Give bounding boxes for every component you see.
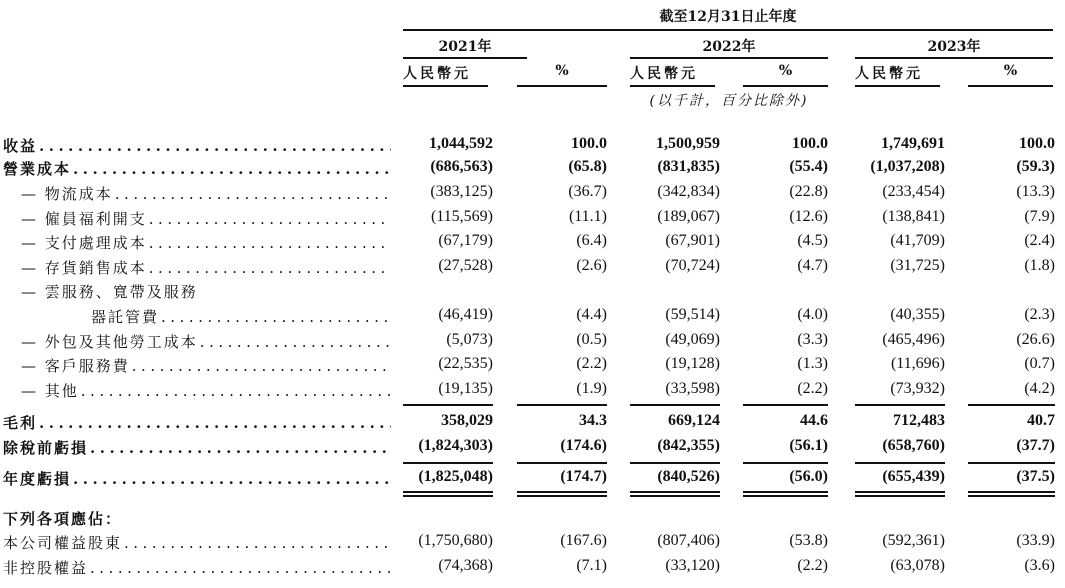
table-row [0,257,1065,279]
total-rule [855,462,945,464]
percent-cell: (36.7) [568,183,607,200]
amount-cell: (27,528) [438,257,493,274]
row-label [21,183,391,204]
percent-2023: % [1003,63,1018,79]
amount-cell: (33,598) [665,380,720,397]
row-label-text: 年度虧損 [3,470,72,488]
table-row [0,281,1065,303]
amount-cell: (658,760) [882,437,945,454]
percent-cell: 34.3 [579,412,607,429]
row-label-text: 營業成本 [3,160,72,178]
percent-cell: (174.7) [560,468,607,485]
amount-cell: 1,749,691 [881,135,945,152]
row-label [21,281,391,302]
percent-cell: (4.7) [797,257,828,274]
amount-cell: (115,569) [430,208,493,225]
table-row [0,380,1065,402]
currency-2023: 人民幣元 [855,66,923,82]
amount-cell: (11,696) [890,355,945,372]
row-label-text: 除稅前虧損 [3,439,89,457]
row-label [21,208,391,229]
total-rule [403,495,493,497]
row-label [21,355,391,376]
amount-cell: (592,361) [882,532,945,549]
period-heading: 截至12月31日止年度 [659,9,797,25]
amount-cell: (342,834) [657,183,720,200]
row-label [3,468,391,489]
table-row [0,412,1065,434]
year-2023: 2023年 [927,39,981,55]
row-label [3,557,391,578]
row-label-text: 本公司權益股東 [3,534,123,552]
percent-cell: 100.0 [792,135,828,152]
amount-cell: (686,563) [430,158,493,175]
row-label [91,306,391,327]
percent-cell: (37.7) [1016,437,1055,454]
amount-cell: (74,368) [438,557,493,574]
percent-2021: % [555,63,569,79]
amount-cell: (383,125) [430,183,493,200]
total-rule [403,404,493,406]
row-label [3,135,391,156]
amount-cell: (1,824,303) [418,437,493,454]
amount-cell: (31,725) [890,257,945,274]
table-row [0,557,1065,579]
percent-cell: (13.3) [1016,183,1055,200]
divider [403,29,1053,31]
row-label [21,380,391,401]
table-row [0,306,1065,328]
amount-cell: (655,439) [882,468,945,485]
percent-cell: (0.7) [1024,355,1055,372]
row-label-text: 非控股權益 [3,559,89,577]
amount-cell: (831,835) [657,158,720,175]
row-label [21,257,391,278]
unit-note: (以千計，百分比除外) [649,93,809,109]
amount-cell: (22,535) [438,355,493,372]
row-label [21,331,391,352]
amount-cell: (63,078) [890,557,945,574]
total-rule [968,491,1055,493]
amount-cell: 669,124 [668,412,720,429]
divider [630,85,715,87]
percent-cell: (7.9) [1024,208,1055,225]
percent-cell: 100.0 [571,135,607,152]
amount-cell: (842,355) [657,437,720,454]
total-rule [517,491,607,493]
amount-cell: (73,932) [890,380,945,397]
percent-cell: (2.2) [797,557,828,574]
row-label-text: 毛利 [3,414,38,432]
total-rule [743,495,828,497]
amount-cell: (5,073) [446,331,493,348]
percent-cell: (33.9) [1016,532,1055,549]
total-rule [630,404,720,406]
amount-cell: (465,496) [882,331,945,348]
percent-cell: 44.6 [800,412,828,429]
year-2022: 2022年 [702,39,756,55]
divider [517,85,607,87]
total-rule [403,462,493,464]
divider [630,57,828,59]
total-rule [743,491,828,493]
amount-cell: (49,069) [665,331,720,348]
amount-cell: (1,825,048) [418,468,493,485]
row-label-text: 器託管費 [91,308,160,326]
percent-cell: (1.9) [576,380,607,397]
total-rule [630,491,720,493]
row-label [3,158,391,179]
amount-cell: (33,120) [665,557,720,574]
amount-cell: (70,724) [665,257,720,274]
table-row [0,208,1065,230]
total-rule [630,495,720,497]
total-rule [743,462,828,464]
percent-cell: (4.4) [576,306,607,323]
row-label-text: — 物流成本 [21,185,113,203]
amount-cell: (189,067) [657,208,720,225]
divider [403,57,527,59]
percent-cell: (3.3) [797,331,828,348]
divider [855,57,1053,59]
percent-cell: (3.6) [1024,557,1055,574]
row-label-text: 下列各項應佔： [3,510,123,528]
amount-cell: (233,454) [882,183,945,200]
row-label [3,412,391,433]
year-2021: 2021年 [438,39,492,55]
total-rule [855,491,945,493]
table-row [0,355,1065,377]
table-row [0,437,1065,459]
percent-cell: (2.4) [1024,232,1055,249]
percent-cell: (37.5) [1016,468,1055,485]
amount-cell: (19,135) [438,380,493,397]
percent-cell: (59.3) [1016,158,1055,175]
amount-cell: (138,841) [882,208,945,225]
amount-cell: (840,526) [657,468,720,485]
percent-cell: (6.4) [576,232,607,249]
percent-cell: (55.4) [789,158,828,175]
table-row [0,183,1065,205]
total-rule [743,404,828,406]
row-label-text: — 支付處理成本 [21,234,147,252]
amount-cell: (41,709) [890,232,945,249]
row-label-text: 收益 [3,137,38,155]
percent-cell: (53.8) [789,532,828,549]
percent-cell: (56.0) [789,468,828,485]
row-label [3,532,391,553]
percent-cell: (22.8) [789,183,828,200]
table-row [0,331,1065,353]
amount-cell: (807,406) [657,532,720,549]
percent-cell: (12.6) [789,208,828,225]
percent-cell: 40.7 [1027,412,1055,429]
row-label [21,232,391,253]
percent-cell: (26.6) [1016,331,1055,348]
percent-cell: (2.6) [576,257,607,274]
percent-2022: % [778,63,793,79]
total-rule [855,404,945,406]
currency-2021: 人民幣元 [403,66,471,82]
divider [743,85,828,87]
amount-cell: 1,044,592 [429,135,493,152]
divider [855,85,940,87]
row-label-text: — 客戶服務費 [21,357,130,375]
percent-cell: (4.0) [797,306,828,323]
percent-cell: (4.5) [797,232,828,249]
currency-2022: 人民幣元 [630,66,698,82]
amount-cell: (19,128) [665,355,720,372]
row-label-text: — 外包及其他勞工成本 [21,333,198,351]
divider [403,85,488,87]
total-rule [968,404,1055,406]
percent-cell: (56.1) [789,437,828,454]
table-row [0,508,1065,530]
percent-cell: (167.6) [560,532,607,549]
percent-cell: (2.2) [797,380,828,397]
percent-cell: 100.0 [1019,135,1055,152]
amount-cell: 712,483 [893,412,945,429]
table-row [0,158,1065,180]
amount-cell: 358,029 [441,412,493,429]
amount-cell: (67,179) [438,232,493,249]
row-label-text: — 其他 [21,382,79,400]
total-rule [968,462,1055,464]
amount-cell: (1,750,680) [418,532,493,549]
row-label-text: — 雲服務、寬帶及服務 [21,283,198,301]
row-label-text: — 僱員福利開支 [21,210,147,228]
table-row [0,468,1065,490]
amount-cell: (40,355) [890,306,945,323]
percent-cell: (4.2) [1024,380,1055,397]
percent-cell: (1.8) [1024,257,1055,274]
divider [968,85,1053,87]
percent-cell: (11.1) [568,208,607,225]
total-rule [968,495,1055,497]
amount-cell: 1,500,959 [656,135,720,152]
table-row [0,532,1065,554]
percent-cell: (1.3) [797,355,828,372]
percent-cell: (0.5) [576,331,607,348]
total-rule [517,495,607,497]
amount-cell: (59,514) [665,306,720,323]
total-rule [855,495,945,497]
amount-cell: (67,901) [665,232,720,249]
table-row [0,232,1065,254]
total-rule [517,462,607,464]
percent-cell: (7.1) [576,557,607,574]
amount-cell: (1,037,208) [870,158,945,175]
total-rule [403,491,493,493]
percent-cell: (174.6) [560,437,607,454]
row-label [3,508,391,529]
percent-cell: (2.3) [1024,306,1055,323]
total-rule [630,462,720,464]
percent-cell: (65.8) [568,158,607,175]
table-row [0,135,1065,157]
row-label [3,437,391,458]
amount-cell: (46,419) [438,306,493,323]
percent-cell: (2.2) [576,355,607,372]
total-rule [517,404,607,406]
row-label-text: — 存貨銷售成本 [21,259,147,277]
